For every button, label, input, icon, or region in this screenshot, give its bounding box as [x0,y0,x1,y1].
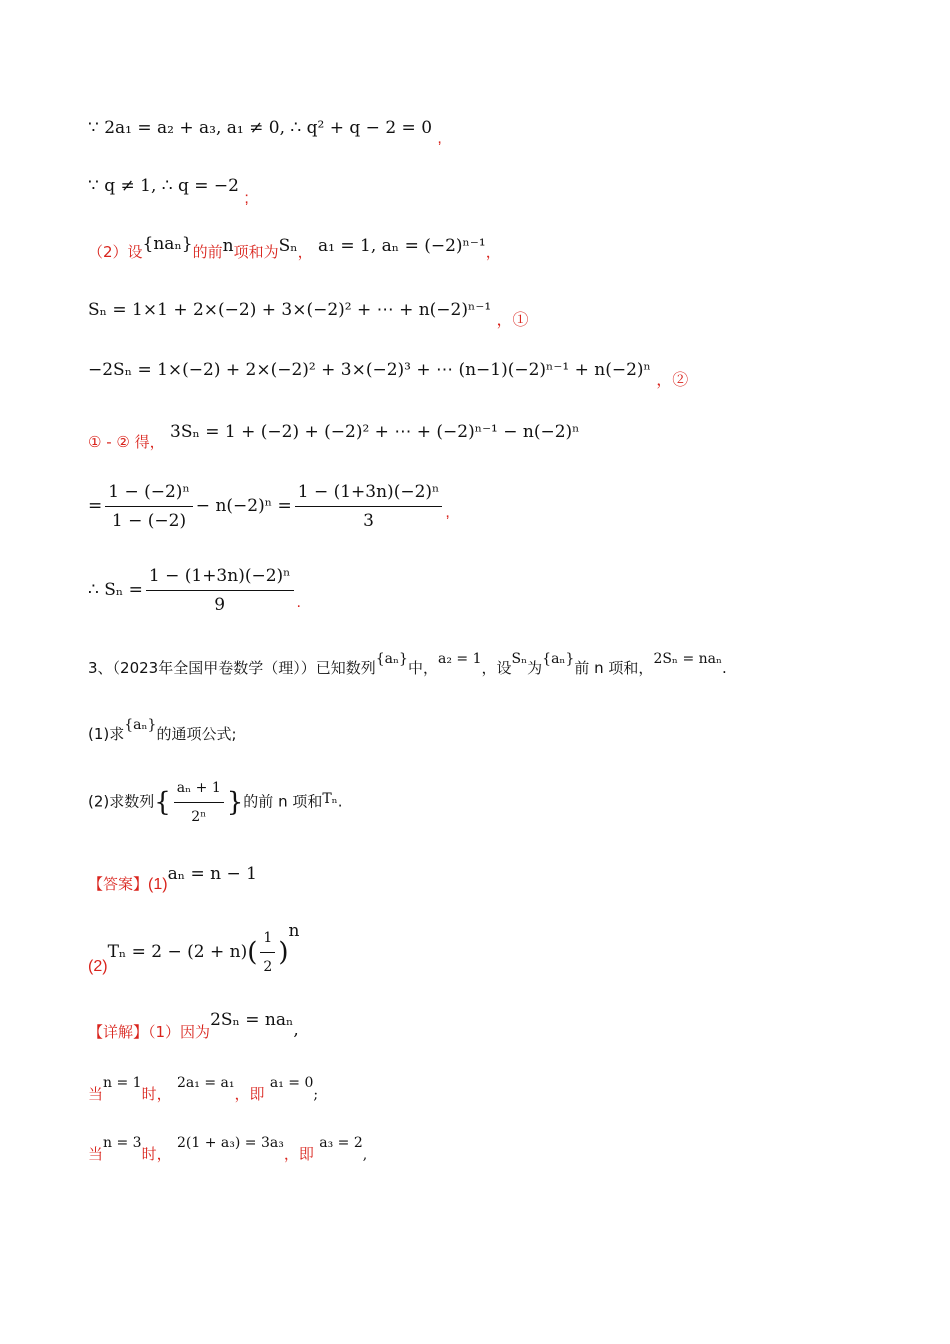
equation-line-1 [88,116,442,147]
case1-res: a₁ = 0 [269,1075,314,1091]
case2-c: ，即 [283,1145,314,1163]
case1-c: ，即 [234,1085,265,1103]
fraction-middle: − n(−2)ⁿ = [195,496,292,516]
detail-intro [88,1008,299,1041]
part2-cond: a₁ = 1, aₙ = (−2)ⁿ⁻¹ [318,236,486,256]
answer-part2-denominator: 2 [263,959,273,975]
question-2-numerator: aₙ + 1 [174,776,224,803]
question-2-denominator: 2ⁿ [191,809,207,825]
case2-eq: 2(1 + a₃) = 3a₃ [177,1135,284,1151]
case1-a: 当 [88,1085,104,1103]
sum-eq1-math: Sₙ = 1×1 + 2×(−2) + 3×(−2)² + ⋯ + n(−2)ⁿ⁻¹ [88,300,492,320]
sum-eq2-tag: ，② [656,372,689,389]
fraction-2-numerator: 1 − (1+3n)(−2)ⁿ [295,480,443,507]
part2-seq: {naₙ} [142,234,193,254]
fraction-line: = $\frac{\text{1 − (−2)ⁿ}}{1 - (-2)}$ − n(−2)ⁿ = $\frac{\text{1 − (1+3n)(−2)ⁿ}}{3}$ , [88,482,450,531]
fraction-1-denominator: 1 − (−2) [111,511,187,531]
case2-res: a₃ = 2 [319,1135,363,1151]
problem-number: 3、 [88,659,113,677]
detail-part-label: （1）因为 [148,1023,211,1041]
part2-sep: ， [297,243,313,261]
detail-cond: 2Sₙ = naₙ [210,1010,294,1030]
fraction-tail: , [445,504,450,521]
sum-equation-1 [88,298,529,329]
problem-seq-2: {aₙ} [542,651,575,667]
answer-part1-math: aₙ = n − 1 [167,864,257,884]
part2-sn: Sₙ [278,236,298,256]
problem-text-c: ，设 [481,659,512,677]
problem-seq: {aₙ} [375,651,408,667]
problem-text-f: . [722,659,727,677]
equation-1-math: ∵ 2a₁ = a₂ + a₃, a₁ ≠ 0, ∴ q² + q − 2 = 0 [88,118,433,138]
answer-part1-label: (1) [148,876,168,893]
difference-label: ① - ② 得， [88,433,165,451]
case1-end: ; [313,1087,319,1103]
equation-2-tail: ; [244,190,249,207]
question-1-text: 的通项公式; [156,725,237,743]
fraction-2-denominator: 3 [363,511,374,531]
detail-cond-tail: , [293,1020,299,1040]
question-2-end: . [337,792,343,811]
case2-n: n = 3 [103,1135,142,1151]
case2-a: 当 [88,1145,104,1163]
part2-text: 项和为 [233,243,279,261]
part2-label: （2）设 [88,243,143,261]
equation-2-math: ∵ q ≠ 1, ∴ q = −2 [88,176,239,196]
question-2-label: (2)求数列 [88,792,155,811]
equation-1-tail: , [437,130,442,147]
fraction-2 [295,480,443,533]
fraction-1 [105,480,193,533]
problem-text-b: 中， [407,659,438,677]
question-2-text: 的前 n 项和 [243,792,323,811]
part2-n: n [222,236,234,256]
result-line [88,564,301,617]
question-2-fraction [174,776,224,829]
problem-3-statement [88,651,727,681]
detail-label: 【详解】 [88,1023,149,1041]
answer-part2-math: Tₙ = 2 − (2 + n) [107,942,248,962]
result-fraction [146,564,294,617]
case1-n: n = 1 [103,1075,142,1091]
problem-cond2: 2Sₙ = naₙ [653,651,723,667]
fraction-1-numerator: 1 − (−2)ⁿ [105,480,193,507]
result-numerator: 1 − (1+3n)(−2)ⁿ [146,564,294,591]
case2-end: , [362,1147,368,1163]
result-denominator: 9 [214,595,226,615]
case2-b: 时， [141,1145,172,1163]
result-tail: . [296,594,301,611]
answer-label: 【答案】 [88,875,149,893]
problem-text-a: 已知数列 [315,659,376,677]
answer-line-1 [88,862,257,893]
answer-part2-exponent: n [288,921,300,942]
sum-eq2-math: −2Sₙ = 1×(−2) + 2×(−2)² + 3×(−2)³ + ⋯ (n−1)(−2)ⁿ⁻¹ + n(−2)ⁿ [88,360,651,380]
case1-eq: 2a₁ = a₁ [177,1075,235,1091]
detail-case-2 [88,1130,368,1163]
problem-sn: Sₙ [511,651,528,667]
problem-cond1: a₂ = 1 [437,651,482,667]
question-2-tn: Tₙ [322,790,338,807]
question-1-seq: {aₙ} [124,717,157,733]
result-prefix: ∴ Sₙ = [88,580,143,600]
answer-part2-numerator: 1 [260,926,275,953]
answer-part2-label: (2) [88,958,108,975]
question-2: (2)求数列{ $\frac{\text{aₙ + 1}}{\text{2ⁿ}}$ }的前 n 项和Tₙ. [88,776,343,829]
problem-text-d: 为 [527,659,543,677]
difference-math: 3Sₙ = 1 + (−2) + (−2)² + ⋯ + (−2)ⁿ⁻¹ − n(−2)ⁿ [170,422,580,442]
equation-line-2 [88,174,249,207]
question-1 [88,717,237,747]
part2-intro [88,234,501,264]
problem-source: （2023年全国甲卷数学（理）） [112,659,316,677]
answer-part2-fraction [260,926,275,979]
part2-end: ， [485,243,501,261]
problem-text-e: 前 n 项和， [574,659,654,677]
sum-eq1-tag: ，① [496,312,529,329]
sum-equation-2 [88,358,689,389]
detail-case-1 [88,1070,319,1103]
part2-mid: 的前 [192,243,223,261]
answer-line-2: (2)Tₙ = 2 − (2 + n)( $\frac{1}{2}$ )$^n$ [88,926,299,979]
case1-b: 时， [141,1085,172,1103]
difference-line [88,420,580,451]
question-1-label: (1)求 [88,725,125,743]
